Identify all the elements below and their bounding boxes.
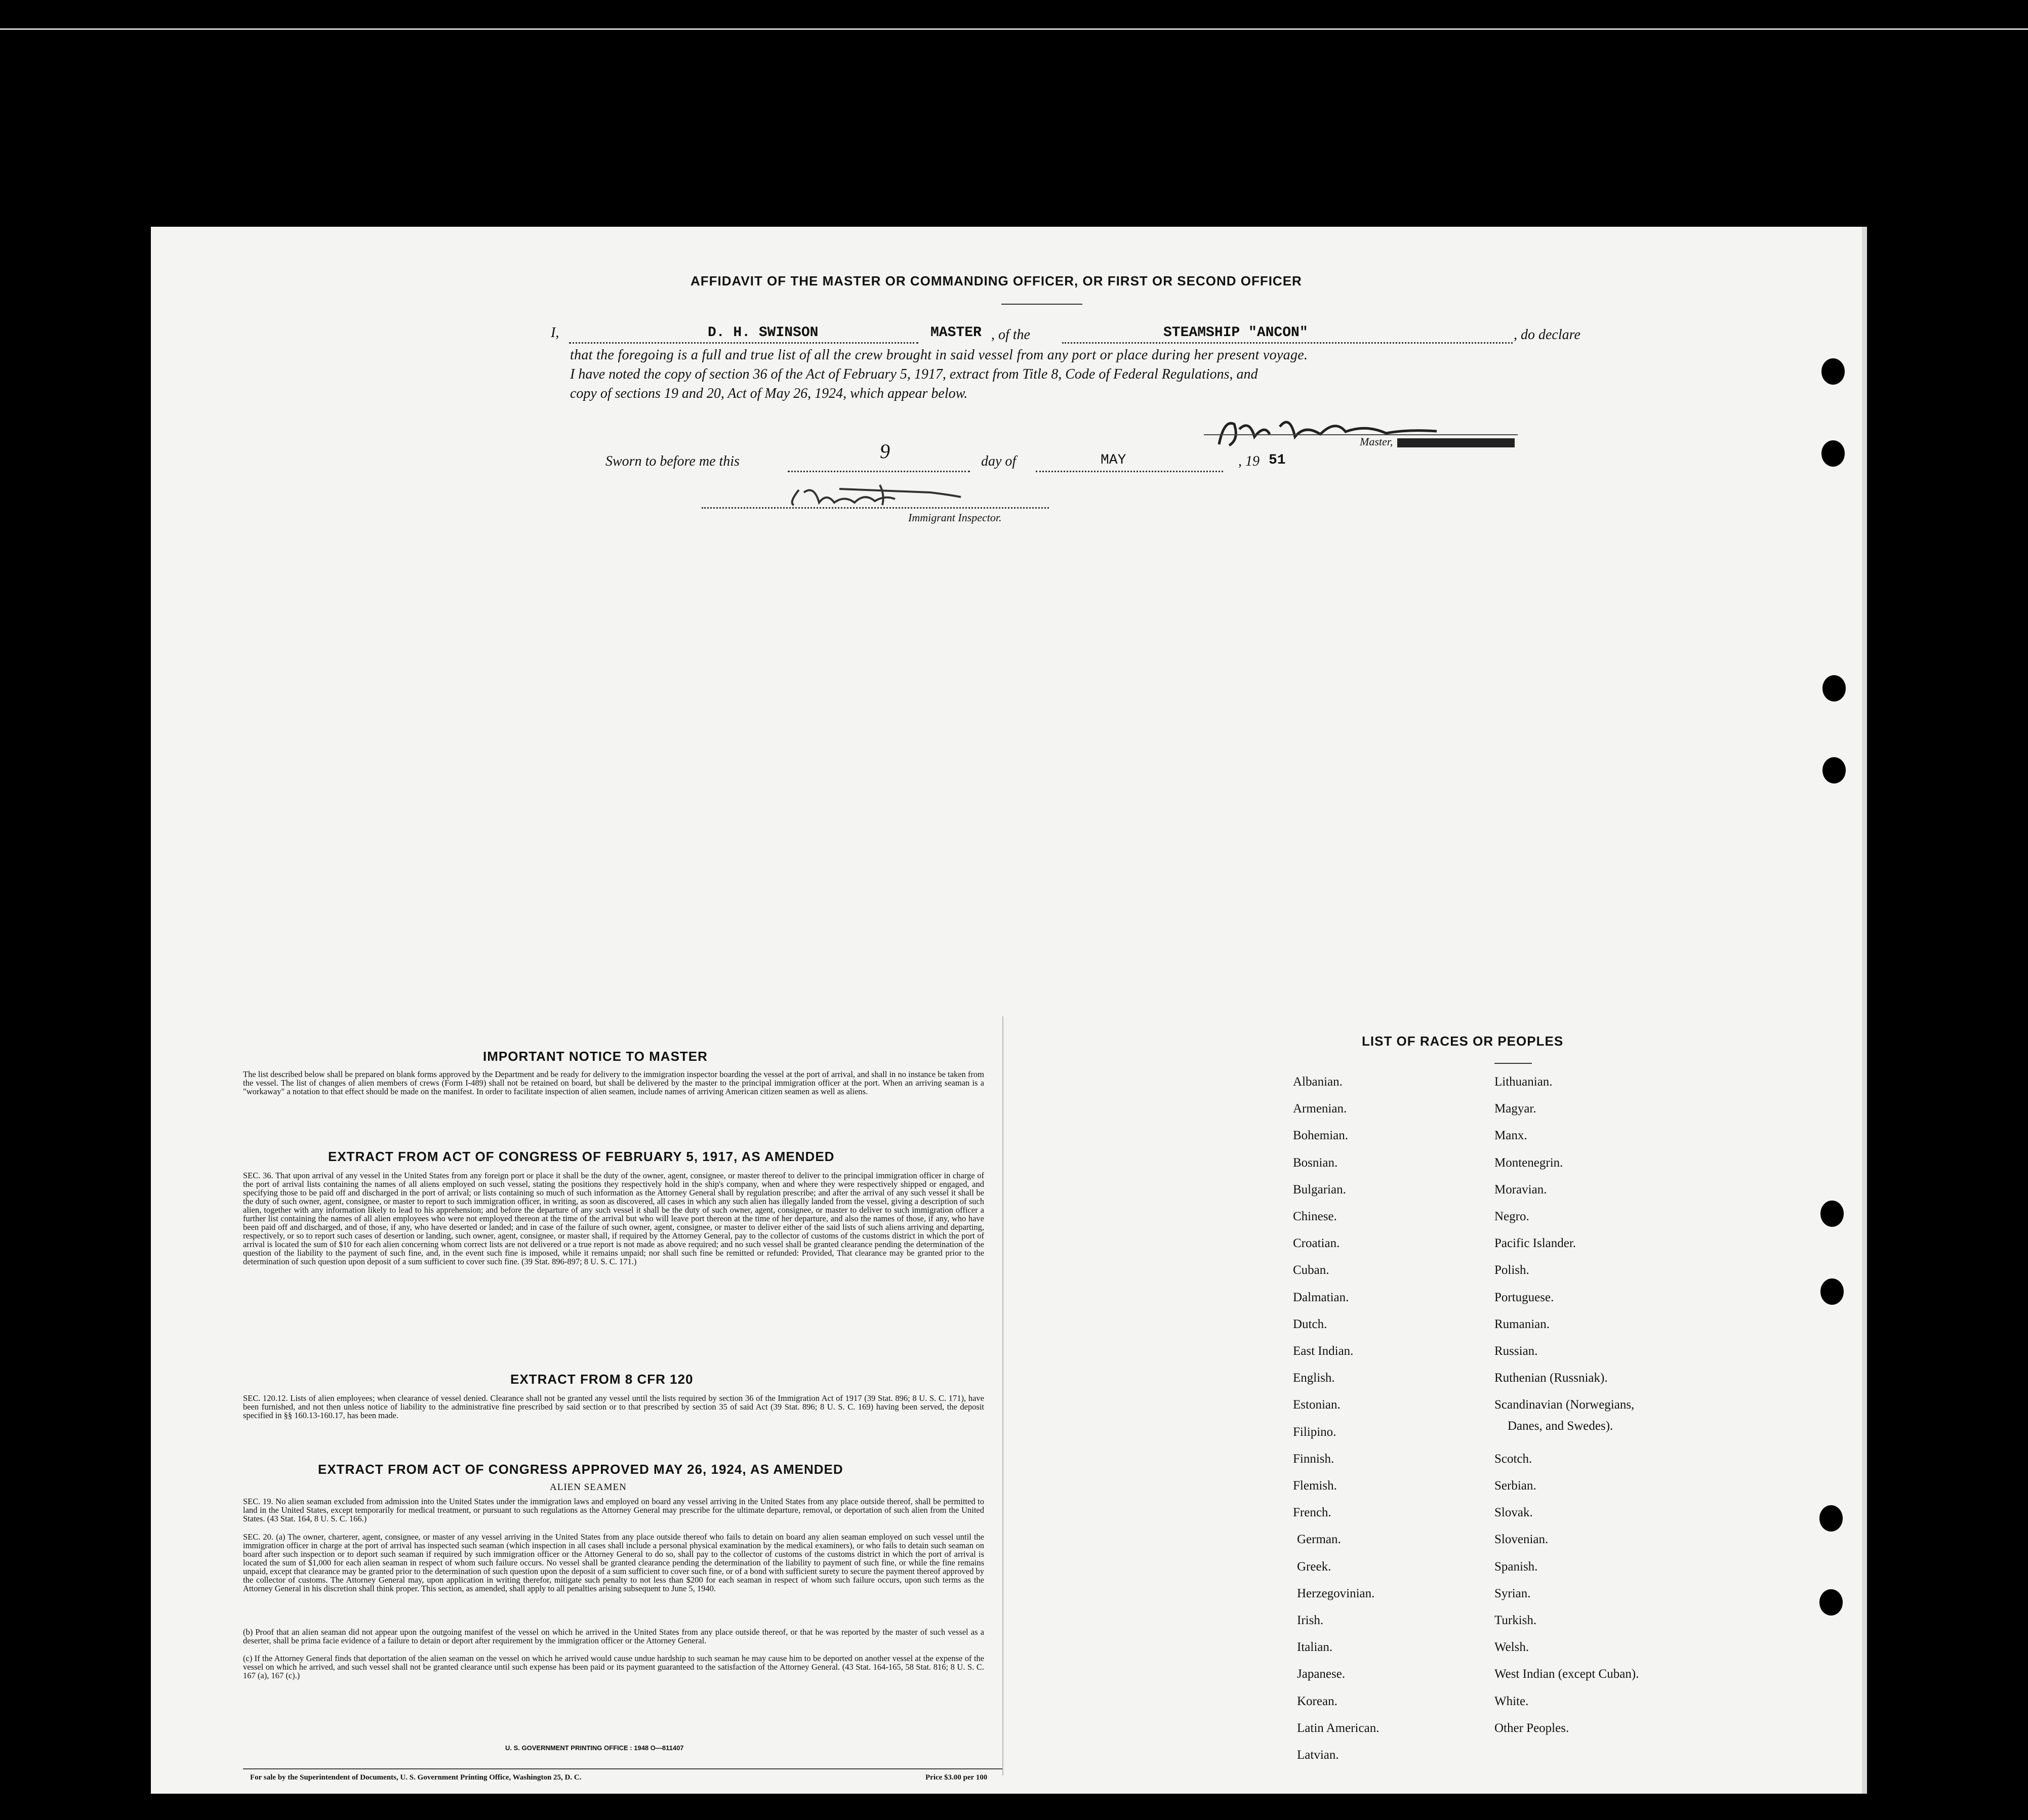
notice-title: IMPORTANT NOTICE TO MASTER [483, 1049, 708, 1064]
punch-hole [1820, 1278, 1844, 1305]
race-left-item: Japanese. [1297, 1667, 1346, 1681]
race-left-item: East Indian. [1293, 1344, 1354, 1358]
race-left-item: Bosnian. [1293, 1155, 1338, 1170]
affidavit-line4: copy of sections 19 and 20, Act of May 26, 1924, which appear below. [570, 386, 968, 401]
footer-sale: For sale by the Superintendent of Documents, U. S. Government Printing Office, Washington 25, D. C. [250, 1773, 582, 1782]
extract1924-secc: (c) If the Attorney General finds that deportation of the alien seaman on the vessel on which he arrived would cause undue hardship to such seaman he may cause him to be deported on another vessel at the expense of the vessel on which he arrived, and such vessel shall not be granted clearance until such expense has been paid or its payment guaranteed to the satisfaction of the Attorney General. (43 Stat. 164-165, 58 Stat. 816; 8 U. S. C. 167 (a), 167 (c).) [243, 1653, 984, 1680]
race-left-item: Estonian. [1293, 1398, 1341, 1412]
affidavit-line2: that the foregoing is a full and true list of all the crew brought in said vessel from any port or place during her present voyage. [570, 347, 1308, 363]
of-the-text: , of the [991, 327, 1030, 343]
form-page [151, 227, 1867, 1794]
race-left-item: Chinese. [1293, 1210, 1337, 1223]
master-label: Master, [1360, 435, 1393, 448]
race-left-item: Flemish. [1293, 1479, 1337, 1493]
extract8cfr-text: SEC. 120.12. Lists of alien employees; when clearance of vessel denied. Clearance shall not be granted any vessel until the lists required by section 36 of the Immigration Act of 1917 (39 Stat. 896; 8 U. S. C. 171), have been furnished, and not then unless notice of liability to the administrative fine prescribed by said section or to that prescribed by section 35 of said Act (39 Stat. 896; 8 U. S. C. 169) having been served, the deposit specified in §§ 160.13-160.17, has been made. [243, 1393, 984, 1420]
punch-hole [1819, 1505, 1843, 1532]
race-right-item: Manx. [1494, 1129, 1527, 1143]
race-left-item: Irish. [1297, 1614, 1324, 1627]
punch-hole [1822, 757, 1846, 783]
affidavit-line3: I have noted the copy of section 36 of the Act of February 5, 1917, extract from Title 8, Code of Federal Regulations, and [570, 366, 1258, 382]
master-rank: MASTER [930, 325, 982, 341]
month-line [1036, 471, 1223, 472]
sworn-year: 51 [1269, 452, 1286, 468]
race-right-item: Moravian. [1494, 1182, 1547, 1196]
race-left-item: Herzegovinian. [1297, 1586, 1375, 1600]
punch-hole [1821, 440, 1845, 467]
race-scandinavian-cont: Danes, and Swedes). [1508, 1419, 1613, 1433]
races-title-rule [1494, 1063, 1532, 1064]
race-right-item: Negro. [1494, 1210, 1529, 1223]
punch-hole [1819, 1589, 1843, 1616]
race-right-item: Welsh. [1494, 1640, 1529, 1654]
race-right-item: Slovak. [1494, 1506, 1533, 1520]
extract1924-subtitle: ALIEN SEAMEN [550, 1482, 627, 1493]
sworn-month: MAY [1101, 452, 1126, 468]
race-left-item: Dalmatian. [1293, 1290, 1349, 1304]
extract1924-sec19: SEC. 19. No alien seaman excluded from admission into the United States under the immigration laws and employed on board any vessel arriving in the United States from any place outside thereof, shall be permitted to land in the United States, except temporarily for medical treatment, or pursuant to such regulations as the Attorney General may prescribe for the ultimate departure, removal, or deportation of such alien from the United States. (43 Stat. 164, 8 U. S. C. 166.) [243, 1497, 984, 1523]
race-left-item: Bohemian. [1293, 1129, 1349, 1143]
extract1917-text: SEC. 36. That upon arrival of any vessel in the United States from any foreign port or place it shall be the duty of the owner, agent, consignee, or master thereof to deliver to the principal immigration officer in charge of the port of arrival lists containing the names of all aliens employed on such vessel, stating the positions they respectively hold in the ship's company, when and where they were respectively shipped or engaged, and specifying those to be paid off and discharged in the port of arrival; or lists containing so much of such information as the Attorney General shall by regulation prescribe; and after the arrival of any such vessel it shall be the duty of such owner, agent, consignee, or master to report to such immigration officer, in writing, as soon as discovered, all cases in which any such alien has illegally landed from the vessel, giving a description of such alien, together with any information likely to lead to his apprehension; and before the departure of any such vessel it shall be the duty of such owner, agent, consignee, or master to deliver to such immigration officer a further list containing the names of all alien employees who were not employed thereon at the time of the arrival but who will leave port thereon at the time of her departure, and also the names of those, if any, who have been paid off and discharged, and of those, if any, who have deserted or landed; and in case of the failure of such owner, agent, consignee, or master to deliver either of the said lists of such aliens arriving and departing, respectively, or so to report such cases of desertion or landing, such owner, agent, consignee, or master shall, if required by the Attorney General, pay to the collector of customs of the customs district in which the port of arrival is located the sum of $10 for each alien concerning whom correct lists are not delivered or a true report is not made as above required; and no such vessel shall be granted clearance pending the determination of the question of the liability to the payment of such fine, and, in the event such fine is imposed, while it remains unpaid; nor shall such fine be remitted or refunded: Provided, That clearance may be granted prior to the determination of such question upon deposit of a sum sufficient to cover such fine. (39 Stat. 896-897; 8 U. S. C. 171.) [243, 1171, 984, 1266]
race-right-item: Slovenian. [1494, 1533, 1549, 1547]
footer-rule [243, 1768, 1002, 1769]
do-declare-text: , do declare [1514, 327, 1580, 343]
race-left-item: French. [1293, 1506, 1331, 1520]
inspector-label: Immigrant Inspector. [908, 511, 1002, 524]
race-right-item: Turkish. [1494, 1614, 1537, 1627]
vessel-line [1062, 342, 1513, 344]
race-right-item: Spanish. [1494, 1559, 1538, 1574]
gpo-imprint: U. S. GOVERNMENT PRINTING OFFICE : 1948 O—811407 [505, 1744, 684, 1752]
affidavit-title: AFFIDAVIT OF THE MASTER OR COMMANDING OFFICER, OR FIRST OR SECOND OFFICER [691, 273, 1302, 288]
name-line [569, 342, 918, 344]
race-right-item: Scotch. [1494, 1452, 1532, 1466]
race-right-item: Polish. [1494, 1263, 1529, 1277]
race-right-item: Other Peoples. [1494, 1721, 1569, 1735]
punch-hole [1821, 358, 1845, 385]
race-right-item: Montenegrin. [1494, 1155, 1563, 1170]
race-right-item: West Indian (except Cuban). [1494, 1667, 1639, 1681]
extract1924-title: EXTRACT FROM ACT OF CONGRESS APPROVED MAY 26, 1924, AS AMENDED [318, 1462, 843, 1477]
race-right-item: Ruthenian (Russniak). [1494, 1371, 1608, 1385]
race-right-item: Pacific Islander. [1494, 1236, 1576, 1251]
race-left-item: Greek. [1297, 1559, 1331, 1574]
race-left-item: Filipino. [1293, 1425, 1336, 1439]
race-left-item: Latin American. [1297, 1721, 1380, 1735]
page-edge [1862, 227, 1867, 1794]
extract8cfr-title: EXTRACT FROM 8 CFR 120 [510, 1372, 694, 1387]
race-right-item: Russian. [1494, 1344, 1538, 1358]
races-title: LIST OF RACES OR PEOPLES [1362, 1033, 1564, 1049]
race-left-item: Croatian. [1293, 1236, 1340, 1251]
race-right-item: Syrian. [1494, 1586, 1531, 1600]
race-left-item: Albanian. [1293, 1075, 1343, 1089]
inspector-line [702, 507, 1049, 509]
extract1917-title: EXTRACT FROM ACT OF CONGRESS OF FEBRUARY 5, 1917, AS AMENDED [328, 1149, 835, 1164]
race-right-item: Lithuanian. [1494, 1075, 1553, 1089]
year-prefix: , 19 [1238, 453, 1260, 469]
column-divider [1002, 1016, 1003, 1775]
sworn-day: 9 [880, 440, 890, 463]
sworn-text: Sworn to before me this [605, 453, 740, 469]
race-right-item: White. [1494, 1694, 1529, 1708]
race-left-item: Italian. [1297, 1640, 1333, 1654]
scan-top-rule [0, 28, 2028, 30]
vessel-name: STEAMSHIP "ANCON" [1163, 325, 1308, 341]
race-left-item: Cuban. [1293, 1263, 1329, 1277]
race-right-item: Serbian. [1494, 1479, 1536, 1493]
day-line [788, 471, 970, 472]
race-right-item: Magyar. [1494, 1102, 1536, 1116]
extract1924-sec20: SEC. 20. (a) The owner, charterer, agent, consignee, or master of any vessel arriving in the United States from any place outside thereof who fails to detain on board any alien seaman employed on such vessel until the immigration officer in charge at the port of arrival has inspected such seaman (which inspection in all cases shall include a personal physical examination by the medical examiners), or who fails to detain such seaman on board after such inspection or to deport such seaman if required by such immigration officer or the Attorney General to do so, shall pay to the collector of customs of the customs district in which the port of arrival is located the sum of $1,000 for each alien seaman in respect of whom such failure occurs. No vessel shall be granted clearance pending the determination of the liability to payment of such fine, or while the fine remains unpaid, except that clearance may be granted prior to the determination of such question upon the deposit of a sum sufficient to cover such fine, or of a bond with sufficient surety to secure the payment thereof approved by the collector of customs. The Attorney General may, upon application in writing therefor, mitigate such penalty to not less than $200 for each seaman in respect of whom such failure occurs, upon such terms as the Attorney General in his discretion shall think proper. This section, as amended, shall apply to all penalties arising subsequent to June 5, 1940. [243, 1532, 984, 1593]
affidavit-i: I, [551, 325, 559, 341]
race-left-item: Finnish. [1293, 1452, 1334, 1466]
race-right-item: Rumanian. [1494, 1317, 1550, 1331]
signature-rule [1204, 434, 1518, 435]
race-left-item: Korean. [1297, 1694, 1337, 1708]
master-signature [1204, 409, 1467, 454]
race-left-item: Bulgarian. [1293, 1182, 1346, 1196]
punch-hole [1820, 1201, 1844, 1227]
affidavit-title-rule [1001, 304, 1082, 305]
race-right-item: Scandinavian (Norwegians, [1494, 1398, 1635, 1412]
footer-price: Price $3.00 per 100 [925, 1773, 988, 1782]
race-left-item: Latvian. [1297, 1748, 1339, 1762]
race-left-item: English. [1293, 1371, 1335, 1385]
day-of-text: day of [981, 453, 1017, 469]
notice-text: The list described below shall be prepared on blank forms approved by the Department and be ready for delivery to the immigration inspector boarding the vessel at the port of arrival, and shall in no instance be taken from the vessel. The list of changes of alien members of crews (Form I-489) shall not be retained on board, but shall be delivered by the master to the principal immigration officer at the port. When an arriving seaman is a "workaway" a notation to that effect should be made on the manifest. In order to facilitate inspection of alien seamen, include names of arriving American citizen seamen as well as aliens. [243, 1069, 984, 1096]
master-name: D. H. SWINSON [708, 325, 819, 341]
race-right-item: Portuguese. [1494, 1290, 1554, 1304]
punch-hole [1822, 675, 1846, 701]
inspector-signature [779, 475, 971, 510]
race-left-item: German. [1297, 1533, 1341, 1547]
race-left-item: Dutch. [1293, 1317, 1327, 1331]
struck-title [1397, 438, 1515, 447]
race-left-item: Armenian. [1293, 1102, 1347, 1116]
extract1924-secb: (b) Proof that an alien seaman did not appear upon the outgoing manifest of the vessel on which he arrived in the United States from any place outside thereof, or that he was reported by the master of such vessel as a deserter, shall be prima facie evidence of a failure to detain or deport after requirement by the immigration officer or the Attorney General. [243, 1627, 984, 1645]
